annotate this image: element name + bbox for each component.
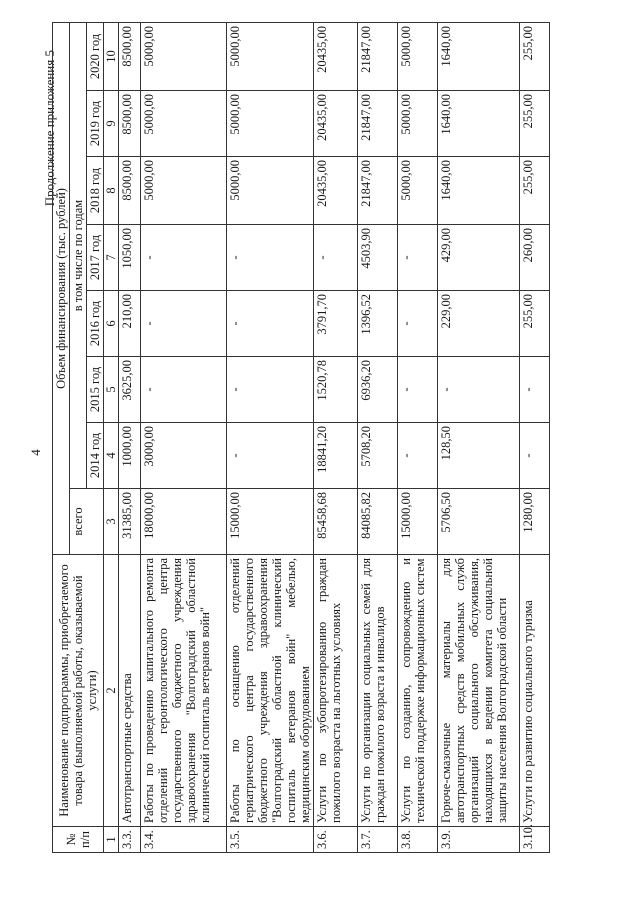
row-year-value: 8500,00 (119, 22, 141, 90)
column-number: 8 (104, 157, 119, 225)
row-number: 3.5. (227, 827, 314, 853)
header-year: 2014 год (87, 423, 104, 489)
row-year-value: 21847,00 (358, 91, 398, 157)
row-year-value: 5000,00 (398, 91, 438, 157)
table-row (141, 22, 227, 852)
header-year: 2016 год (87, 291, 104, 357)
row-year-value: 1640,00 (438, 22, 520, 90)
row-year-value: 8500,00 (119, 91, 141, 157)
column-number: 6 (104, 291, 119, 357)
header-finance: Объем финансирования (тыс. рублей) (53, 22, 70, 554)
row-year-value: 1640,00 (438, 91, 520, 157)
row-year-value: 6936,20 (358, 357, 398, 423)
header-by-years: в том числе по годам (70, 22, 87, 488)
row-total: 18000,00 (141, 489, 227, 555)
row-name: Работы по оснащению отделений гериатрического центра государственного бюджетного учреждения здравоохранения "Волгоградский областной клинический госпиталь ветеранов войн" мебелью, медицинским оборудованием (227, 555, 314, 827)
row-year-value: 255,00 (520, 22, 550, 90)
row-name: Услуги по созданию, сопровождению и технической поддержке информационных систем (398, 555, 438, 827)
header-year: 2020 год (87, 22, 104, 90)
row-total: 31385,00 (119, 489, 141, 555)
table-row (520, 22, 550, 852)
row-name: Работы по проведению капитального ремонта отделений геронтологического центра государственного бюджетного учреждения здравоохранения "Волгоградский областной клинический госпиталь ветеранов войн" (141, 555, 227, 827)
row-year-value: 20435,00 (314, 157, 358, 225)
row-year-value: - (398, 357, 438, 423)
header-no-abbr: п/п (78, 831, 92, 848)
row-year-value: 3791,70 (314, 291, 358, 357)
row-year-value: - (141, 291, 227, 357)
header-year: 2015 год (87, 357, 104, 423)
row-year-value: - (520, 423, 550, 489)
row-year-value: 260,00 (520, 225, 550, 291)
row-year-value: 21847,00 (358, 22, 398, 90)
header-total: всего (70, 489, 104, 555)
row-number: 3.3. (119, 827, 141, 853)
column-number: 7 (104, 225, 119, 291)
row-number: 3.10. (520, 827, 550, 853)
row-year-value: 1520,78 (314, 357, 358, 423)
row-year-value: 21847,00 (358, 157, 398, 225)
row-name: Услуги по организации социальных семей для граждан пожилого возраста и инвалидов (358, 555, 398, 827)
row-year-value: - (520, 357, 550, 423)
column-number: 3 (104, 489, 119, 555)
row-year-value: - (227, 357, 314, 423)
row-year-value: 229,00 (438, 291, 520, 357)
column-number: 5 (104, 357, 119, 423)
row-year-value: 20435,00 (314, 22, 358, 90)
row-year-value: - (398, 423, 438, 489)
row-year-value: - (438, 357, 520, 423)
row-year-value: - (398, 225, 438, 291)
row-year-value: - (141, 357, 227, 423)
row-year-value: 5000,00 (227, 157, 314, 225)
header-year: 2018 год (87, 157, 104, 225)
table-row (227, 22, 314, 852)
row-total: 85458,68 (314, 489, 358, 555)
row-year-value: 1396,52 (358, 291, 398, 357)
row-year-value: 255,00 (520, 91, 550, 157)
column-number: 4 (104, 423, 119, 489)
row-year-value: - (227, 225, 314, 291)
header-no (53, 827, 104, 853)
row-total: 84085,82 (358, 489, 398, 555)
row-year-value: 4503,90 (358, 225, 398, 291)
table-body (119, 22, 550, 852)
column-number: 2 (104, 555, 119, 827)
table-row (119, 22, 141, 852)
row-total: 15000,00 (398, 489, 438, 555)
row-year-value: 1050,00 (119, 225, 141, 291)
table-row (314, 22, 358, 852)
row-year-value: - (314, 225, 358, 291)
row-year-value: 5000,00 (398, 157, 438, 225)
row-name: Горюче-смазочные материалы для автотранспортных средств мобильных служб организаций социального обслуживания, находящихся в ведении комитета социальной защиты населения Волгоградской области (438, 555, 520, 827)
row-year-value: 5000,00 (398, 22, 438, 90)
header-name: Наименование подпрограммы, приобретаемого товара (выполняемой работы, оказываемой услуги) (53, 555, 104, 827)
row-number: 3.6. (314, 827, 358, 853)
row-year-value: 20435,00 (314, 91, 358, 157)
row-year-value: 3625,00 (119, 357, 141, 423)
row-total: 1280,00 (520, 489, 550, 555)
page-number: 4 (28, 449, 43, 456)
row-year-value: - (398, 291, 438, 357)
row-year-value: 5000,00 (227, 22, 314, 90)
row-name: Услуги по развитию социального туризма (520, 555, 550, 827)
row-year-value: 255,00 (520, 291, 550, 357)
row-year-value: - (227, 423, 314, 489)
row-year-value: - (227, 291, 314, 357)
header-year: 2017 год (87, 225, 104, 291)
row-total: 15000,00 (227, 489, 314, 555)
row-total: 5706,50 (438, 489, 520, 555)
row-number: 3.4. (141, 827, 227, 853)
table-row (398, 22, 438, 852)
row-year-value: 210,00 (119, 291, 141, 357)
column-number: 9 (104, 91, 119, 157)
row-year-value: 255,00 (520, 157, 550, 225)
row-year-value: 128,50 (438, 423, 520, 489)
financing-table (52, 22, 550, 853)
row-year-value: 5000,00 (141, 22, 227, 90)
row-number: 3.8. (398, 827, 438, 853)
row-year-value: 1000,00 (119, 423, 141, 489)
row-year-value: 18841,20 (314, 423, 358, 489)
row-name: Услуги по зубопротезированию граждан пожилого возраста на льготных условиях (314, 555, 358, 827)
row-number: 3.9. (438, 827, 520, 853)
table-row (358, 22, 398, 852)
row-year-value: 3000,00 (141, 423, 227, 489)
table-row (438, 22, 520, 852)
header-no-symbol: № (64, 833, 78, 846)
column-number: 10 (104, 22, 119, 90)
row-year-value: 8500,00 (119, 157, 141, 225)
row-year-value: 5000,00 (141, 157, 227, 225)
row-number: 3.7. (358, 827, 398, 853)
column-number: 1 (104, 827, 119, 853)
continuation-label: Продолжение приложения 5 (42, 50, 57, 207)
row-year-value: 5708,20 (358, 423, 398, 489)
row-name: Автотранспортные средства (119, 555, 141, 827)
row-year-value: 5000,00 (227, 91, 314, 157)
row-year-value: 5000,00 (141, 91, 227, 157)
header-column-numbers (104, 22, 119, 852)
row-year-value: - (141, 225, 227, 291)
header-year: 2019 год (87, 91, 104, 157)
row-year-value: 1640,00 (438, 157, 520, 225)
row-year-value: 429,00 (438, 225, 520, 291)
